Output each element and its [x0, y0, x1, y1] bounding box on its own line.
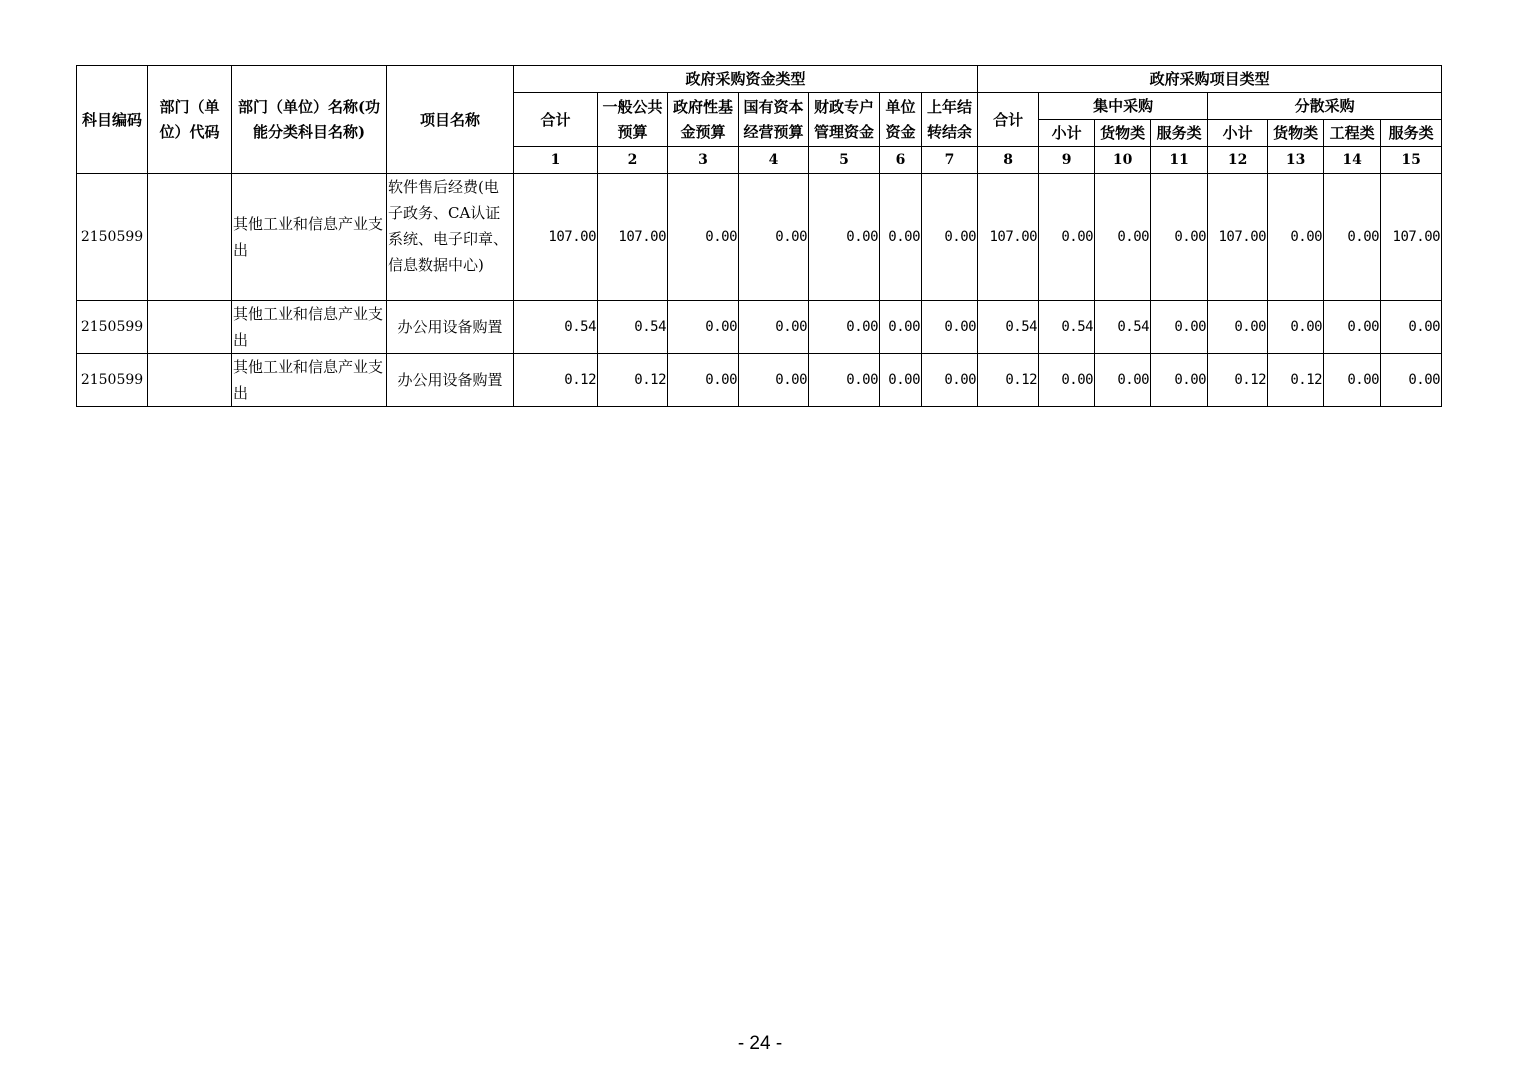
- col-number: 2: [598, 147, 668, 174]
- header-dispersed-services: 服务类: [1381, 120, 1442, 147]
- amount-cell: 107.00: [1381, 174, 1442, 301]
- project-name-cell: 软件售后经费(电子政务、CA认证系统、电子印章、信息数据中心): [387, 174, 514, 301]
- header-fund-total: 合计: [514, 93, 598, 147]
- amount-cell: 0.54: [1039, 301, 1095, 354]
- amount-cell: 0.00: [1324, 301, 1381, 354]
- amount-cell: 0.00: [1095, 354, 1151, 407]
- col-number: 1: [514, 147, 598, 174]
- project-name-cell: 办公用设备购置: [387, 354, 514, 407]
- table-row: [77, 354, 1442, 407]
- amount-cell: 0.12: [1208, 354, 1268, 407]
- header-dispersed-goods: 货物类: [1268, 120, 1324, 147]
- amount-cell: 0.00: [809, 174, 880, 301]
- amount-cell: 0.00: [1381, 354, 1442, 407]
- col-number: 5: [809, 147, 880, 174]
- amount-cell: 0.00: [668, 354, 739, 407]
- col-number: 9: [1039, 147, 1095, 174]
- header-state-capital-budget: 国有资本经营预算: [739, 93, 809, 147]
- header-dept-name: 部门（单位）名称(功能分类科目名称): [232, 66, 387, 174]
- header-dispersed-works: 工程类: [1324, 120, 1381, 147]
- header-dispersed-subtotal: 小计: [1208, 120, 1268, 147]
- header-project-name: 项目名称: [387, 66, 514, 174]
- amount-cell: 0.00: [1268, 301, 1324, 354]
- amount-cell: 0.00: [1039, 174, 1095, 301]
- col-number: 6: [880, 147, 922, 174]
- header-central-goods: 货物类: [1095, 120, 1151, 147]
- header-carryover: 上年结转结余: [922, 93, 978, 147]
- amount-cell: 0.00: [1151, 174, 1208, 301]
- amount-cell: 107.00: [514, 174, 598, 301]
- col-number: 4: [739, 147, 809, 174]
- amount-cell: 0.00: [809, 301, 880, 354]
- project-name-cell: 办公用设备购置: [387, 301, 514, 354]
- col-number: 11: [1151, 147, 1208, 174]
- amount-cell: 0.54: [978, 301, 1039, 354]
- amount-cell: 0.00: [1381, 301, 1442, 354]
- header-gov-fund-budget: 政府性基金预算: [668, 93, 739, 147]
- amount-cell: 0.00: [1324, 354, 1381, 407]
- dept-code-cell: [148, 354, 232, 407]
- amount-cell: 0.00: [880, 354, 922, 407]
- col-number: 14: [1324, 147, 1381, 174]
- amount-cell: 0.00: [1208, 301, 1268, 354]
- dept-code-cell: [148, 301, 232, 354]
- header-type-total: 合计: [978, 93, 1039, 147]
- subject-code-cell: 2150599: [77, 354, 148, 407]
- header-dispersed-procurement: 分散采购: [1208, 93, 1442, 120]
- col-number: 8: [978, 147, 1039, 174]
- dept-name-cell: 其他工业和信息产业支出: [232, 301, 387, 354]
- dept-code-cell: [148, 174, 232, 301]
- subject-code-cell: 2150599: [77, 301, 148, 354]
- table-row: [77, 301, 1442, 354]
- header-unit-funds: 单位资金: [880, 93, 922, 147]
- subject-code-cell: 2150599: [77, 174, 148, 301]
- amount-cell: 0.00: [1151, 301, 1208, 354]
- header-dept-code: 部门（单位）代码: [148, 66, 232, 174]
- col-number: 7: [922, 147, 978, 174]
- amount-cell: 0.00: [880, 301, 922, 354]
- amount-cell: 0.00: [739, 354, 809, 407]
- header-general-budget: 一般公共预算: [598, 93, 668, 147]
- col-number: 13: [1268, 147, 1324, 174]
- amount-cell: 0.00: [739, 301, 809, 354]
- amount-cell: 0.00: [739, 174, 809, 301]
- header-project-type-group: 政府采购项目类型: [978, 66, 1442, 93]
- amount-cell: 0.00: [1268, 174, 1324, 301]
- amount-cell: 0.54: [514, 301, 598, 354]
- col-number: 15: [1381, 147, 1442, 174]
- amount-cell: 0.12: [978, 354, 1039, 407]
- amount-cell: 0.12: [514, 354, 598, 407]
- amount-cell: 0.00: [1324, 174, 1381, 301]
- dept-name-cell: 其他工业和信息产业支出: [232, 174, 387, 301]
- header-special-account-funds: 财政专户管理资金: [809, 93, 880, 147]
- procurement-table: [76, 65, 1442, 407]
- header-central-services: 服务类: [1151, 120, 1208, 147]
- amount-cell: 0.12: [598, 354, 668, 407]
- amount-cell: 0.00: [668, 301, 739, 354]
- page-number: - 24 -: [737, 1033, 783, 1054]
- amount-cell: 0.00: [922, 354, 978, 407]
- amount-cell: 0.00: [1039, 354, 1095, 407]
- amount-cell: 0.00: [1095, 174, 1151, 301]
- amount-cell: 0.00: [922, 301, 978, 354]
- amount-cell: 0.54: [1095, 301, 1151, 354]
- col-number: 3: [668, 147, 739, 174]
- col-number: 10: [1095, 147, 1151, 174]
- header-subject-code: 科目编码: [77, 66, 148, 174]
- header-central-procurement: 集中采购: [1039, 93, 1208, 120]
- amount-cell: 0.00: [809, 354, 880, 407]
- amount-cell: 0.00: [922, 174, 978, 301]
- table-row: [77, 174, 1442, 301]
- header-fund-type-group: 政府采购资金类型: [514, 66, 978, 93]
- amount-cell: 0.54: [598, 301, 668, 354]
- amount-cell: 0.00: [668, 174, 739, 301]
- amount-cell: 107.00: [598, 174, 668, 301]
- amount-cell: 0.00: [1151, 354, 1208, 407]
- amount-cell: 0.00: [880, 174, 922, 301]
- amount-cell: 0.12: [1268, 354, 1324, 407]
- col-number: 12: [1208, 147, 1268, 174]
- dept-name-cell: 其他工业和信息产业支出: [232, 354, 387, 407]
- header-central-subtotal: 小计: [1039, 120, 1095, 147]
- amount-cell: 107.00: [1208, 174, 1268, 301]
- amount-cell: 107.00: [978, 174, 1039, 301]
